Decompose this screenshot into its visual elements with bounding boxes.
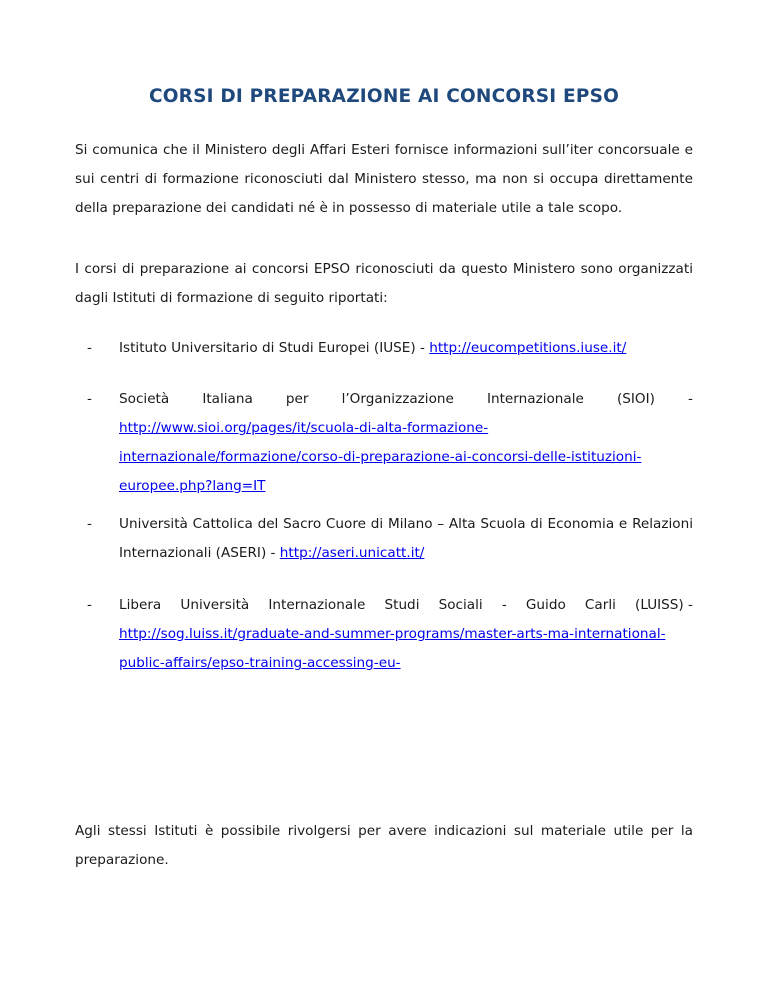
name-word: per: [285, 391, 309, 407]
link-line: http://sog.luiss.it/graduate-and-summer-programs/master-arts-ma-international-: [119, 626, 666, 642]
luiss-link[interactable]: [119, 626, 666, 671]
page-title: CORSI DI PREPARAZIONE AI CONCORSI EPSO: [148, 86, 620, 107]
link-line: europee.php?lang=IT: [119, 478, 266, 494]
name-word: -: [501, 597, 507, 613]
institute-item-aseri: [75, 510, 693, 568]
name-word: l’Organizzazione: [341, 391, 454, 407]
institute-item-luiss: [75, 591, 693, 678]
name-word: Studi: [384, 597, 420, 613]
list-dash: -: [87, 516, 92, 532]
name-word: Carli: [584, 597, 616, 613]
name-word: Guido: [525, 597, 566, 613]
name-word: -: [688, 391, 693, 407]
link-line: http://www.sioi.org/pages/it/scuola-di-alta-formazione-: [119, 420, 489, 436]
iuse-link[interactable]: http://eucompetitions.iuse.it/: [429, 340, 627, 356]
name-word: Internazionale: [268, 597, 366, 613]
lead-paragraph: I corsi di preparazione ai concorsi EPSO riconosciuti da questo Ministero sono organizzati dagli Istituti di formazione di seguito riportati:: [75, 261, 693, 306]
link-line: internazionale/formazione/corso-di-preparazione-ai-concorsi-delle-istituzioni-: [119, 449, 642, 465]
aseri-link[interactable]: http://aseri.unicatt.it/: [279, 545, 425, 561]
sioi-link[interactable]: [119, 420, 641, 494]
institute-name: Istituto Universitario di Studi Europei (IUSE) -: [119, 340, 430, 356]
name-word: Società: [119, 391, 170, 407]
institute-item-sioi: [75, 385, 693, 501]
list-dash: -: [87, 597, 92, 613]
institute-name: [119, 385, 693, 414]
institute-item-iuse: [75, 334, 693, 363]
institute-name: Università Cattolica del Sacro Cuore di Milano – Alta Scuola di Economia e Relazioni Internazionali (ASERI) -: [119, 516, 693, 561]
list-dash: -: [87, 340, 92, 356]
intro-paragraph: Si comunica che il Ministero degli Affari Esteri fornisce informazioni sull’iter concorsuale e sui centri di formazione riconosciuti dal Ministero stesso, ma non si occupa direttamente della preparazione dei candidati né è in possesso di materiale utile a tale scopo.: [75, 142, 693, 216]
link-line: public-affairs/epso-training-accessing-eu-: [119, 655, 401, 671]
name-word: (SIOI): [616, 391, 655, 407]
name-word: Sociali: [438, 597, 483, 613]
institute-name: [119, 591, 693, 620]
name-word: (LUISS) -: [635, 597, 693, 613]
name-word: Libera: [119, 597, 162, 613]
name-word: Italiana: [202, 391, 253, 407]
closing-paragraph: Agli stessi Istituti è possibile rivolgersi per avere indicazioni sul materiale utile per la preparazione.: [75, 823, 693, 868]
name-word: Università: [180, 597, 250, 613]
list-dash: -: [87, 391, 92, 407]
name-word: Internazionale: [486, 391, 584, 407]
